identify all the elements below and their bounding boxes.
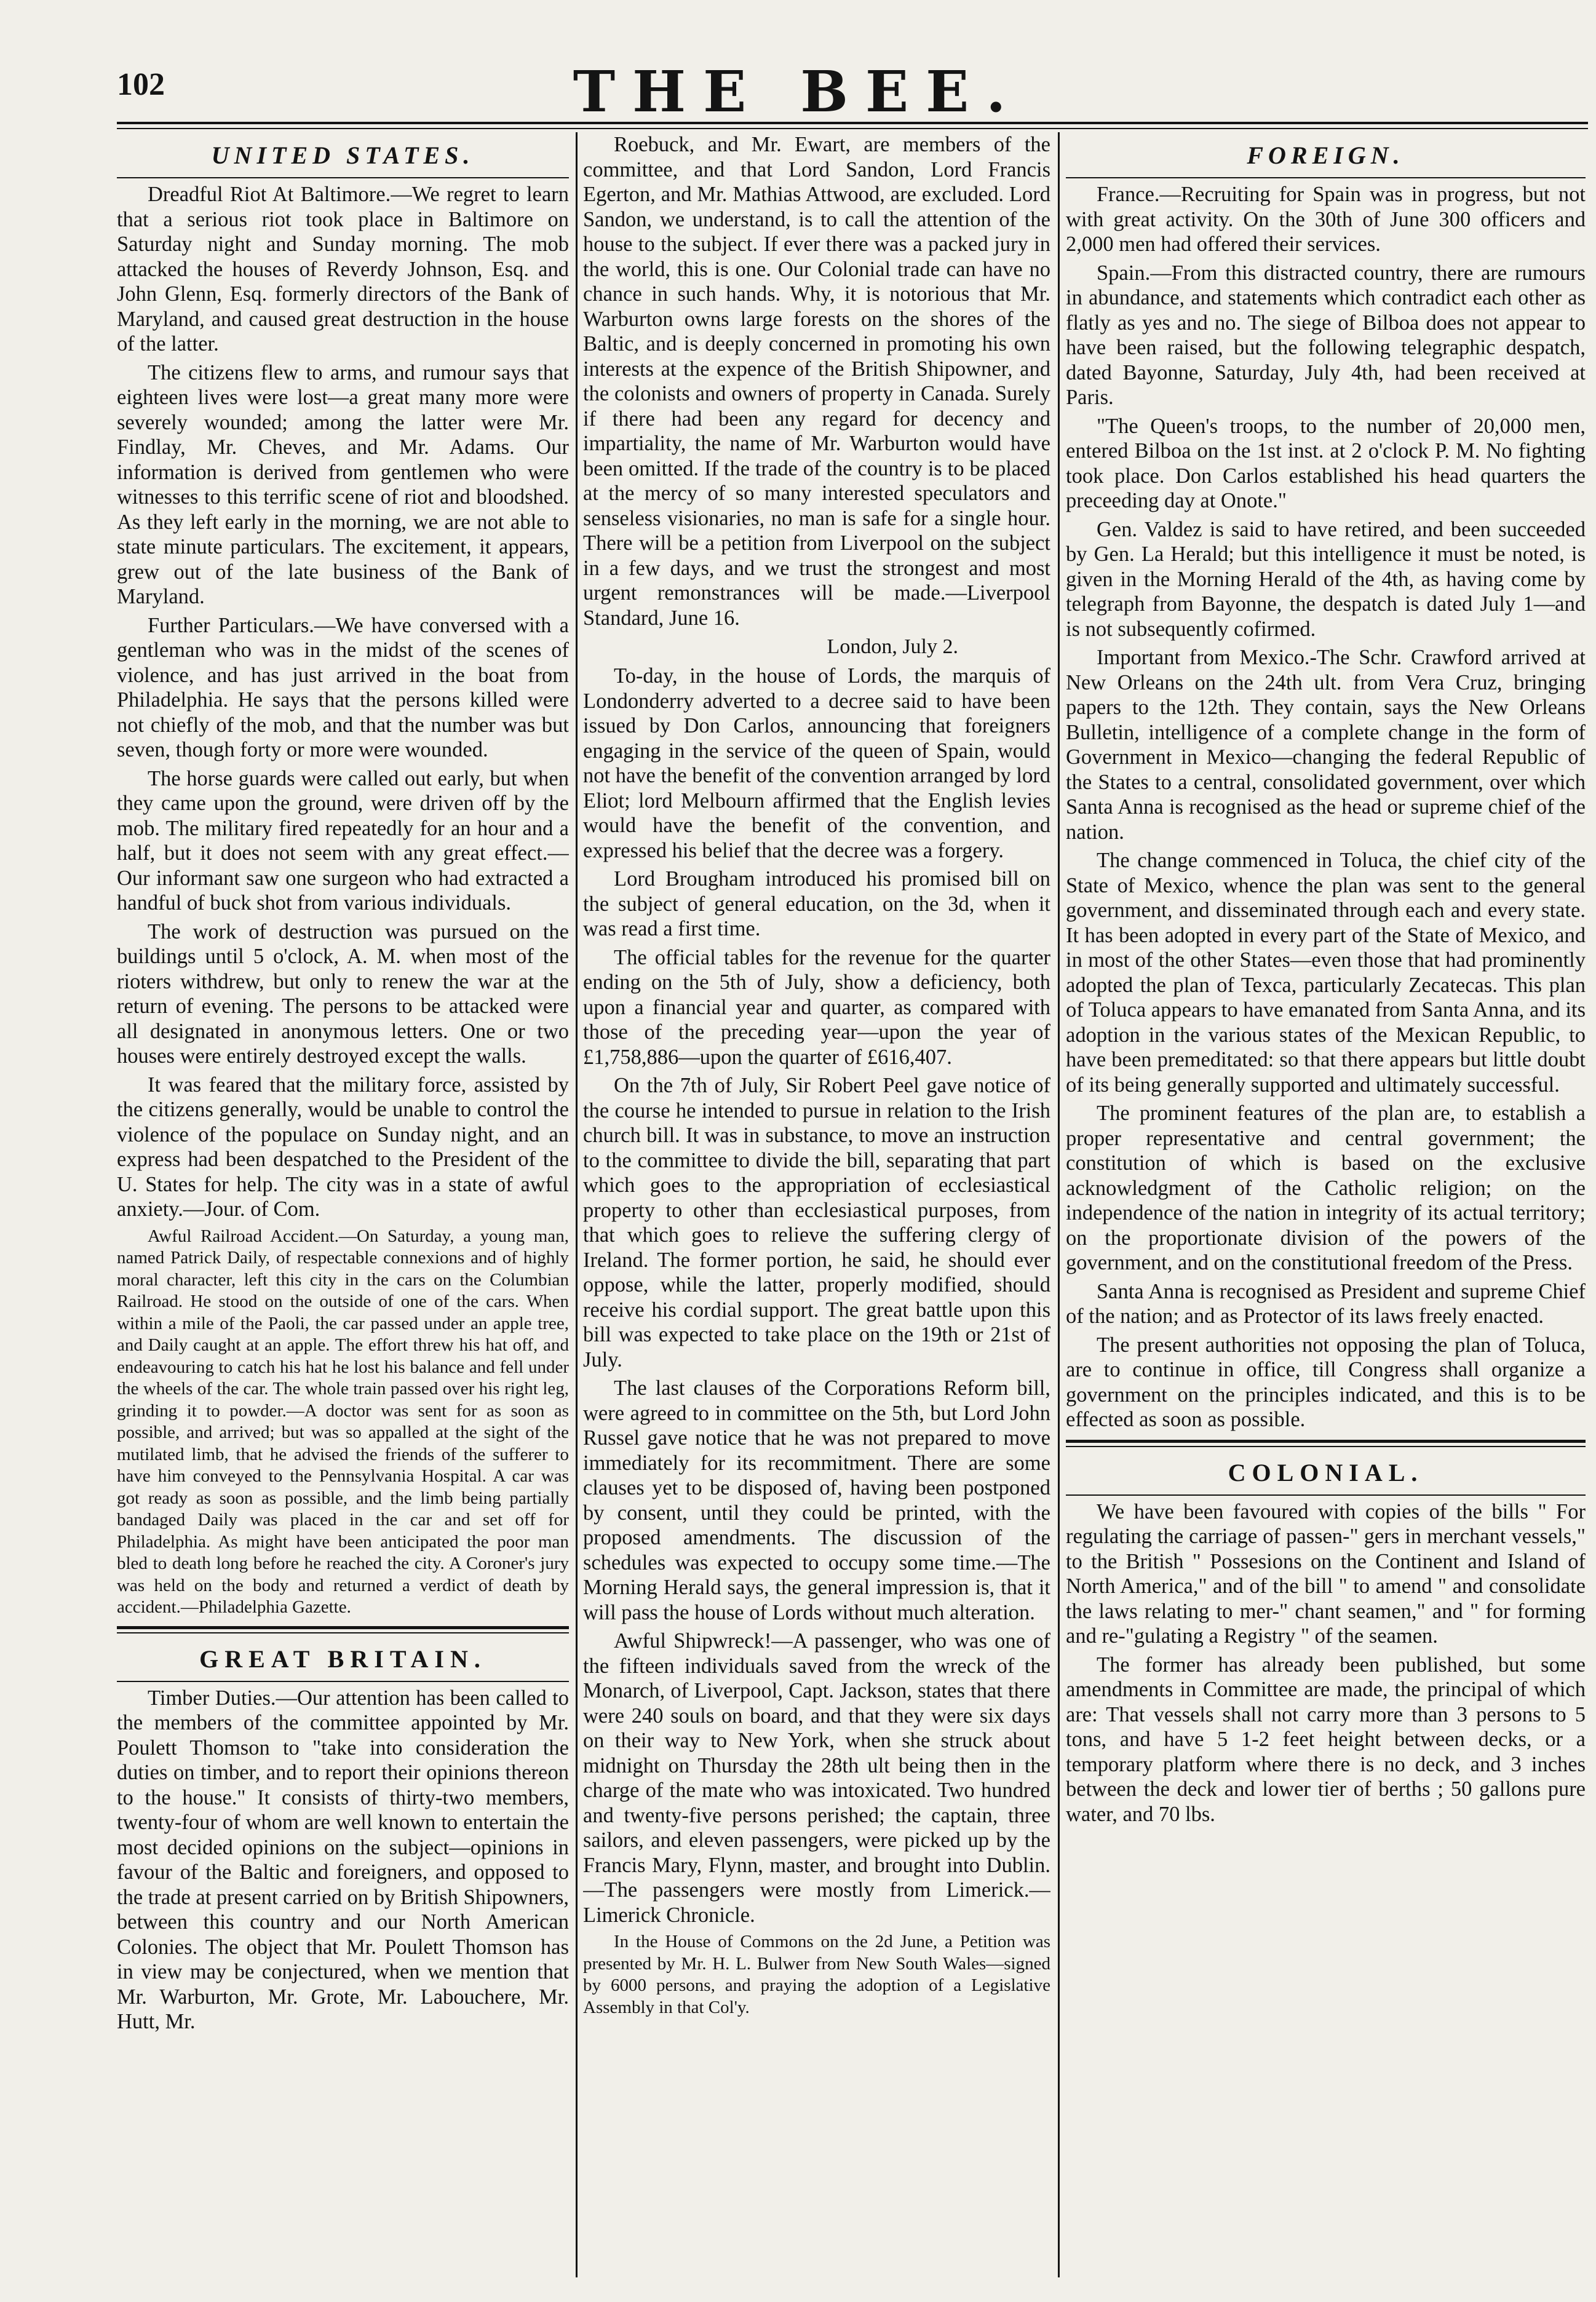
column-divider <box>1058 132 1060 2277</box>
article-paragraph: Spain.—From this distracted country, there are rumours in abundance, and statements which contradict each other as flatly as yes and no. The siege of Bilboa does not appear to have been raised, but the following telegraphic despatch, dated Bayonne, Saturday, July 4th, had been received at Paris. <box>1066 261 1586 409</box>
article-paragraph: "The Queen's troops, to the number of 20,000 men, entered Bilboa on the 1st inst. at 2 o'clock P. M. No fighting took place. Don Carlos established his head quarters the preceeding day at Onote." <box>1066 414 1586 512</box>
article-paragraph: We have been favoured with copies of the bills " For regulating the carriage of passen-" gers in merchant vessels," to the British " Possesions on the Continent and Island of North America," and of the bill " to amend " and consolidate the laws relating to mer-" chant seamen," and " for forming and re-"gulating a Registry " of the seamen. <box>1066 1499 1586 1648</box>
article-paragraph: To-day, in the house of Lords, the marquis of Londonderry adverted to a decree said to have been issued by Don Carlos, announcing that foreigners engaging in the service of the queen of Spain, would not have the benefit of the convention arranged by lord Eliot; lord Melbourn affirmed that the English levies would have the benefit of the convention, and expressed his belief that the decree was a forgery. <box>583 664 1050 862</box>
article-paragraph: The horse guards were called out early, but when they came upon the ground, were driven off by the mob. The military fired repeatedly for an hour and a half, but it does not seem with any great effect.—Our informant saw one surgeon who had extracted a handful of buck shot from various individuals. <box>117 766 569 915</box>
heading-rule <box>1066 1494 1586 1496</box>
article-paragraph: Further Particulars.—We have conversed with a gentleman who was in the midst of the scenes of violence, and has just arrived in the boat from Philadelphia. He says that the persons killed were not chiefly of the mob, and that the number was but seven, though forty or more were wounded. <box>117 613 569 761</box>
column-divider <box>576 132 578 2277</box>
section-heading-colonial: COLONIAL. <box>1228 1458 1424 1486</box>
page-number: 102 <box>117 67 165 102</box>
masthead-rule-thin <box>117 128 1588 129</box>
article-paragraph: The work of destruction was pursued on the buildings until 5 o'clock, A. M. when most of the rioters withdrew, but only to renew the war at the return of evening. The persons to be attacked were all designated in anonymous letters. One or two houses were entirely destroyed except the walls. <box>117 919 569 1068</box>
article-paragraph: Gen. Valdez is said to have retired, and been succeeded by Gen. La Herald; but this intelligence it must be noted, is given in the Morning Herald of the 4th, as having come by telegraph from Bayonne, the despatch is dated July 1—and is not subsequently cofirmed. <box>1066 517 1586 641</box>
section-divider <box>1066 1440 1586 1447</box>
heading-rule <box>117 1681 569 1682</box>
heading-rule <box>1066 177 1586 178</box>
dateline: London, July 2. <box>827 635 958 658</box>
article-paragraph: It was feared that the military force, assisted by the citizens generally, would be unable to control the violence of the populace on Sunday night, and an express had been despatched to the President of the U. States for help. The city was in a state of awful anxiety.—Jour. of Com. <box>117 1073 569 1221</box>
column-2 <box>583 132 1050 2250</box>
masthead-rule <box>117 122 1588 124</box>
article-paragraph: The former has already been published, but some amendments in Committee are made, the principal of which are: That vessels shall not carry more than 3 persons to 5 tons, and have 5 1-2 feet height between decks, or a temporary platform where there is no deck, and 3 inches between the deck and lower tier of berths ; 50 gallons pure water, and 70 lbs. <box>1066 1653 1586 1826</box>
article-paragraph: The prominent features of the plan are, to establish a proper representative and central government; the constitution of which is based on the exclusive acknowledgment of the Catholic religion; on the independence of the nation in integrity of its actual territory; on the proportionate division of the powers of the government, and on the constitutional freedom of the Press. <box>1066 1101 1586 1274</box>
section-divider <box>117 1626 569 1633</box>
article-paragraph: The official tables for the revenue for the quarter ending on the 5th of July, show a deficiency, both upon a financial year and quarter, as compared with those of the preceding year—upon the year of £1,758,886—upon the quarter of £616,407. <box>583 945 1050 1069</box>
section-heading-foreign: FOREIGN. <box>1247 141 1405 169</box>
article-paragraph: The last clauses of the Corporations Reform bill, were agreed to in committee on the 5th, but Lord John Russel gave notice that he was not prepared to move immediately for its recommitment. There are some clauses yet to be disposed of, having been postponed by consent, until they could be printed, with the proposed amendments. The discussion of the schedules was expected to occupy some time.—The Morning Herald says, the general impression is, that it will pass the house of Lords without much alteration. <box>583 1376 1050 1624</box>
section-heading-united-states: UNITED STATES. <box>211 141 475 169</box>
article-paragraph: Dreadful Riot At Baltimore.—We regret to learn that a serious riot took place in Baltimore on Saturday night and Sunday morning. The mob attacked the houses of Reverdy Johnson, Esq. and John Glenn, Esq. formerly directors of the Bank of Maryland, and caused great destruction in the house of the latter. <box>117 183 569 355</box>
article-paragraph: In the House of Commons on the 2d June, a Petition was presented by Mr. H. L. Bulwer from New South Wales—signed by 6000 persons, and praying the adoption of a Legislative Assembly in that Col'y. <box>583 1932 1050 2017</box>
column-1 <box>117 132 569 2250</box>
article-paragraph: Important from Mexico.-The Schr. Crawford arrived at New Orleans on the 24th ult. from Vera Cruz, bringing papers to the 12th. They contain, says the New Orleans Bulletin, intelligence of a complete change in the form of Government in Mexico—changing the federal Republic of the States to a central, consolidated government, over which Santa Anna is recognised as the head or supreme chief of the nation. <box>1066 646 1586 844</box>
article-paragraph: Awful Shipwreck!—A passenger, who was one of the fifteen individuals saved from the wreck of the Monarch, of Liverpool, Capt. Jackson, states that there were 240 souls on board, and that they were six days on their way to New York, when she struck about midnight on Thursday the 28th ult being then in the charge of the mate who was intoxicated. Two hundred and twenty-five persons perished; the captain, three sailors, and eleven passengers, were picked up by the Francis Mary, Flynn, master, and brought into Dublin.—The passengers were mostly from Limerick.—Limerick Chronicle. <box>583 1629 1050 1927</box>
article-paragraph: Lord Brougham introduced his promised bill on the subject of general education, on the 3d, when it was read a first time. <box>583 867 1050 940</box>
article-paragraph: The present authorities not opposing the plan of Toluca, are to continue in office, till Congress shall organize a government on the principles indicated, and this is to be effected as soon as possible. <box>1066 1333 1586 1431</box>
article-paragraph: Timber Duties.—Our attention has been called to the members of the committee appointed by Mr. Poulett Thomson to "take into consideration the duties on timber, and to report their opinions thereon to the house." It consists of thirty-two members, twenty-four of whom are well known to entertain the most decided opinions on the subject—opinions in favour of the Baltic and foreigners, and opposed to the trade at present carried on by British Shipowners, between this country and our North American Colonies. The object that Mr. Poulett Thomson has in view may be conjectured, when we mention that Mr. Warburton, Mr. Grote, Mr. Labouchere, Mr. Hutt, Mr. <box>117 1686 569 2033</box>
section-heading-great-britain: GREAT BRITAIN. <box>199 1645 486 1673</box>
article-paragraph: The change commenced in Toluca, the chief city of the State of Mexico, whence the plan was sent to the general government, and disseminated through each and every state. It has been adopted in every part of the State of Mexico, and in most of the other States—even those that had prominently adopted the plan of Texca, particularly Zecatecas. This plan of Toluca appears to have emanated from Santa Anna, and its adoption in the various states of the Mexican Republic, to have been premeditated: so that there appears but little doubt of its being generally supported and ultimately successful. <box>1066 849 1586 1097</box>
article-paragraph: Awful Railroad Accident.—On Saturday, a young man, named Patrick Daily, of respectable connexions and of highly moral character, left this city in the cars on the Columbian Railroad. He stood on the outside of one of the cars. When within a mile of the Paoli, the car passed under an apple tree, and Daily caught at an apple. The effort threw his hat off, and endeavouring to catch his hat he lost his balance and fell under the wheels of the car. The whole train passed over his right leg, grinding it to powder.—A doctor was sent for as soon as possible, and arrived; but was so appalled at the sight of the mutilated limb, that he advised the friends of the sufferer to have him conveyed to the Pennsylvania Hospital. A car was got ready as soon as possible, and the limb being partially bandaged Daily was placed in the car and set off for Philadelphia. As might have been anticipated the poor man bled to death long before he reached the city. A Coroner's jury was held on the body and returned a verdict of death by accident.—Philadelphia Gazette. <box>117 1226 569 1617</box>
masthead: THE BEE. <box>573 58 1023 125</box>
article-paragraph: Roebuck, and Mr. Ewart, are members of the committee, and that Lord Sandon, Lord Francis Egerton, and Mr. Mathias Attwood, are excluded. Lord Sandon, we understand, is to call the attention of the house to the subject. If ever there was a packed jury in the world, this is one. Our Colonial trade can have no chance in such hands. Why, it is notorious that Mr. Warburton owns large forests on the shores of the Baltic, and is deeply concerned in promoting his own interests at the expence of the British Shipowner, and the colonists and owners of property in Canada. Surely if there had been any regard for decency and impartiality, the name of Mr. Warburton would have been omitted. If the trade of the country is to be placed at the mercy of so many interested speculators and senseless visionaries, no man is safe for a single hour. There will be a petition from Liverpool on the subject in a few days, and we trust the strongest and most urgent remonstrances will be made.—Liverpool Standard, June 16. <box>583 133 1050 630</box>
column-3 <box>1066 132 1586 2250</box>
article-paragraph: France.—Recruiting for Spain was in progress, but not with great activity. On the 30th of June 300 officers and 2,000 men had offered their services. <box>1066 183 1586 256</box>
heading-rule <box>117 177 569 178</box>
article-paragraph: On the 7th of July, Sir Robert Peel gave notice of the course he intended to pursue in relation to the Irish church bill. It was in substance, to move an instruction to the committee to divide the bill, separating that part which goes to the appropriation of ecclesiastical property to other than ecclesiastical purposes, from that which goes to relieve the suffering clergy of Ireland. The former portion, he said, he should ever oppose, while the latter, properly modified, should receive his cordial support. The great battle upon this bill was expected to take place on the 19th or 21st of July. <box>583 1074 1050 1371</box>
article-paragraph: Santa Anna is recognised as President and supreme Chief of the nation; and as Protector of its laws freely enacted. <box>1066 1279 1586 1328</box>
article-paragraph: The citizens flew to arms, and rumour says that eighteen lives were lost—a great many more were severely wounded; among the latter were Mr. Findlay, Mr. Cheves, and Mr. Adams. Our information is derived from gentlemen who were witnesses to this terrific scene of riot and bloodshed. As they left early in the morning, we are not able to state minute particulars. The excitement, it appears, grew out of the late business of the Bank of Maryland. <box>117 360 569 608</box>
